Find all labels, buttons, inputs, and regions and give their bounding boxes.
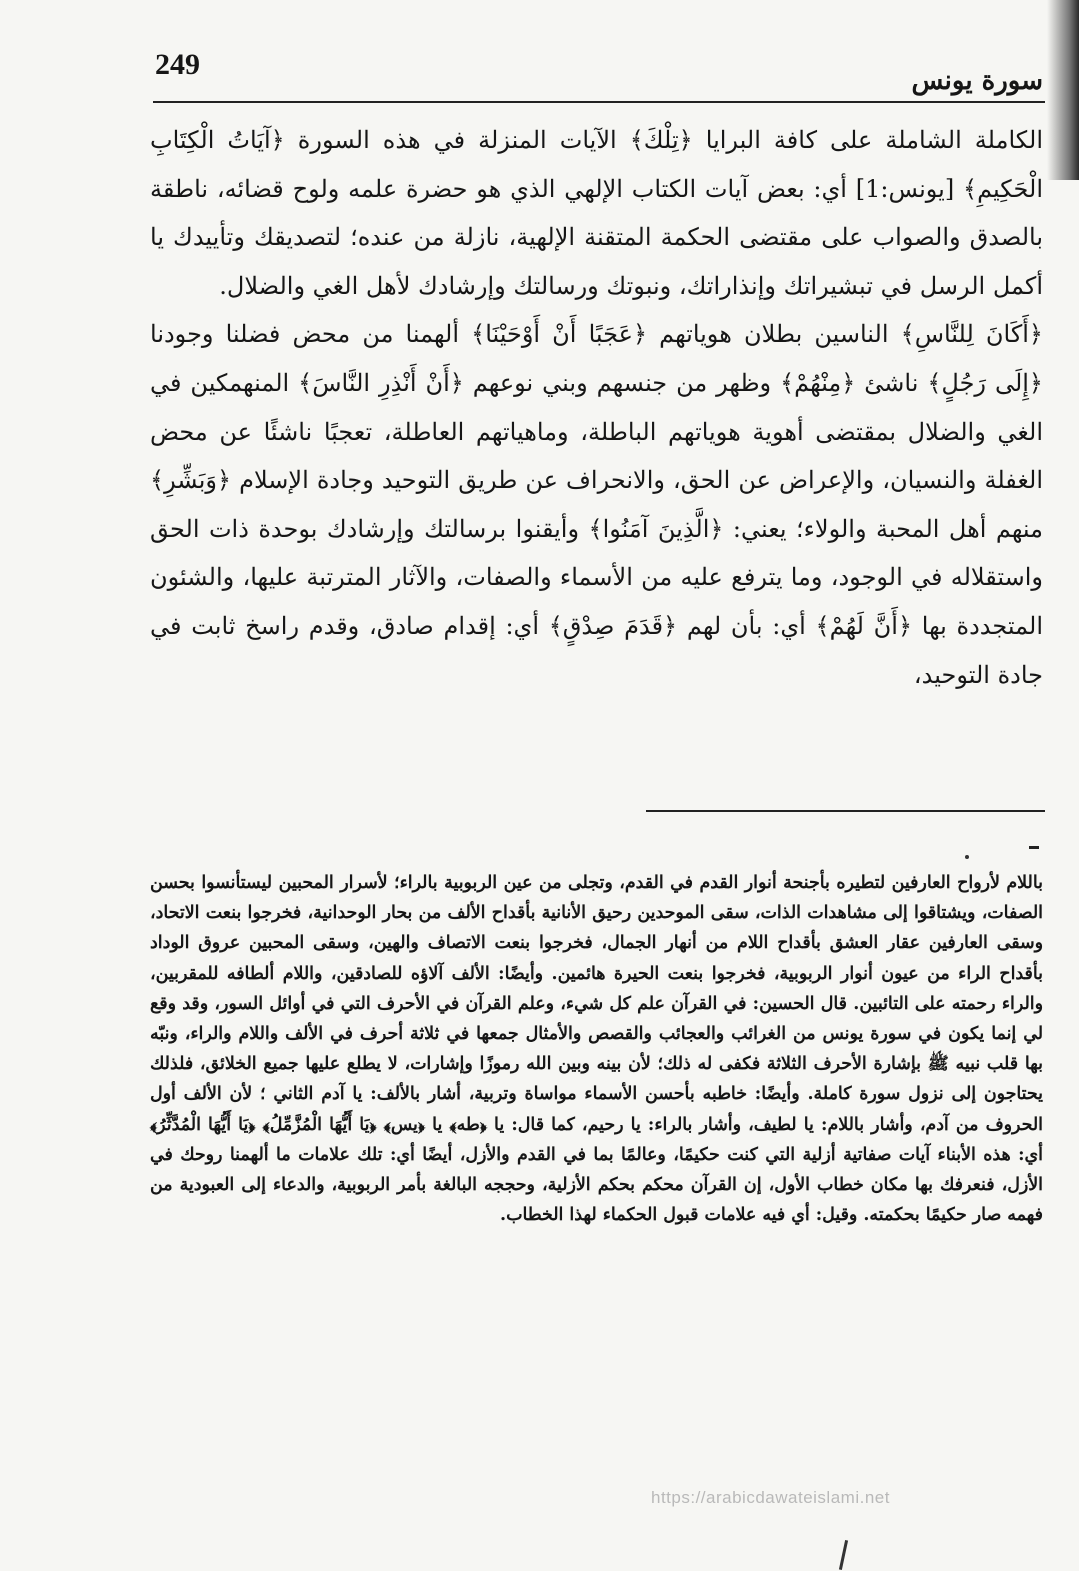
watermark-url: https://arabicdawateislami.net <box>651 1488 890 1507</box>
surah-title: سورة يونس <box>911 66 1043 96</box>
main-text <box>150 116 1043 699</box>
scan-edge-shadow <box>1047 0 1079 180</box>
scan-dot <box>965 855 969 859</box>
scan-stroke-mark <box>839 1540 848 1570</box>
main-paragraph-2: ﴿أَكَانَ لِلنَّاسِ﴾ الناسين بطلان هوياتهم ﴿عَجَبًا أَنْ أَوْحَيْنَا﴾ ألهمنا من محض فضلنا وجودنا ﴿إِلَى رَجُلٍ﴾ ناشئ ﴿مِنْهُمْ﴾ وظهر من جنسهم وبني نوعهم ﴿أَنْ أَنْذِرِ النَّاسَ﴾ المنهمكين في الغي والضلال بمقتضى أهوية هوياتهم الباطلة، وماهياتهم العاطلة، تعجبًا ناشئًا عن محض الغفلة والنسيان، والإعراض عن الحق، والانحراف عن طريق التوحيد وجادة الإسلام ﴿وَبَشِّرِ﴾ منهم أهل المحبة والولاء؛ يعني: ﴿الَّذِينَ آمَنُوا﴾ وأيقنوا برسالتك وإرشادك بوحدة ذات الحق واستقلاله في الوجود، وما يترفع عليه من الأسماء والصفات، والآثار المترتبة عليها، والشئون المتجددة بها ﴿أَنَّ لَهُمْ﴾ أي: بأن لهم ﴿قَدَمَ صِدْقٍ﴾ أي: إقدام صادق، وقدم راسخ ثابت في جادة التوحيد، <box>150 320 1043 689</box>
header-rule <box>153 101 1045 103</box>
footnote-text: باللام لأرواح العارفين لتطيره بأجنحة أنوار القدم في القدم، وتجلى من عين الربوبية بالراء؛ لأسرار المحبين ليستأنسوا بحسن الصفات، ويشتاقوا إلى مشاهدات الذات، سقى الموحدين رحيق الأنانية بأقداح الألف من بحار الوحدانية، فخرجوا بنعت الاتحاد، وسقى العارفين عقار العشق بأقداح اللام من أنهار الجمال، فخرجوا بنعت الاتصاف والهين، وسقى المحبين عروق الوداد بأقداح الراء من عيون أنوار الربوبية، فخرجوا بنعت الحيرة هائمين. وأيضًا: الألف آلاؤه للصادقين، واللام ألطافه للمقربين، والراء رحمته على التائبين. قال الحسين: في القرآن علم كل شيء، وعلم القرآن في الأحرف التي في أوائل السور، وقد وقع لي إنما يكون في سورة يونس من الغرائب والعجائب والقصص والأمثال جمعها في ثلاثة أحرف في الألف واللام والراء، ونبّه بها قلب نبيه ﷺ بإشارة الأحرف الثلاثة فكفى له ذلك؛ لأن بينه وبين الله رموزًا وإشارات، لا يطلع عليها جميع الخلائق، فلذلك يحتاجون إلى نزول سورة كاملة. وأيضًا: خاطبه بأحسن الأسماء مواساة وتربية، أشار بالألف: يا آدم الثاني ؛ لأن الألف أول الحروف من آدم، وأشار باللام: يا لطيف، وأشار بالراء: يا رحيم، كما قال: يا ﴿طه﴾ يا ﴿يس﴾ ﴿يَا أَيُّهَا الْمُزَّمِّلُ﴾ ﴿يَا أَيُّهَا الْمُدَّثِّرُ﴾ أي: هذه الأبناء آيات صفاتية أزلية التي كنت حكيمًا، وعالمًا بما في القدم والأزل، أيضًا أي: تلك علامات ما ألهمنا روحك في الأزل، فنعرفك بها مكان خطاب الأول، إن القرآن محكم بحكم الأزلية، وحججه البالغة بأمر الربوبية، والدعاء إلى العبودية من فهمه صار حكيمًا بحكمته. وقيل: أي فيه علامات قبول الحكماء لهذا الخطاب. <box>150 873 1043 1226</box>
main-paragraph-1: الكاملة الشاملة على كافة البرايا ﴿تِلْكَ﴾ الآيات المنزلة في هذه السورة ﴿آيَاتُ الْكِتَابِ الْحَكِيمِ﴾ [يونس:1] أي: بعض آيات الكتاب الإلهي الذي هو حضرة علمه ولوح قضائه، ناطقة بالصدق والصواب على مقتضى الحكمة المتقنة الإلهية، نازلة من عنده؛ لتصديقك وتأييدك يا أكمل الرسل في تبشيراتك وإنذاراتك، ونبوتك ورسالتك وإرشادك لأهل الغي والضلال. <box>150 126 1044 300</box>
footnote-separator <box>646 810 1045 812</box>
page-number: 249 <box>155 48 200 81</box>
footnote-dash-mark <box>1029 846 1039 849</box>
